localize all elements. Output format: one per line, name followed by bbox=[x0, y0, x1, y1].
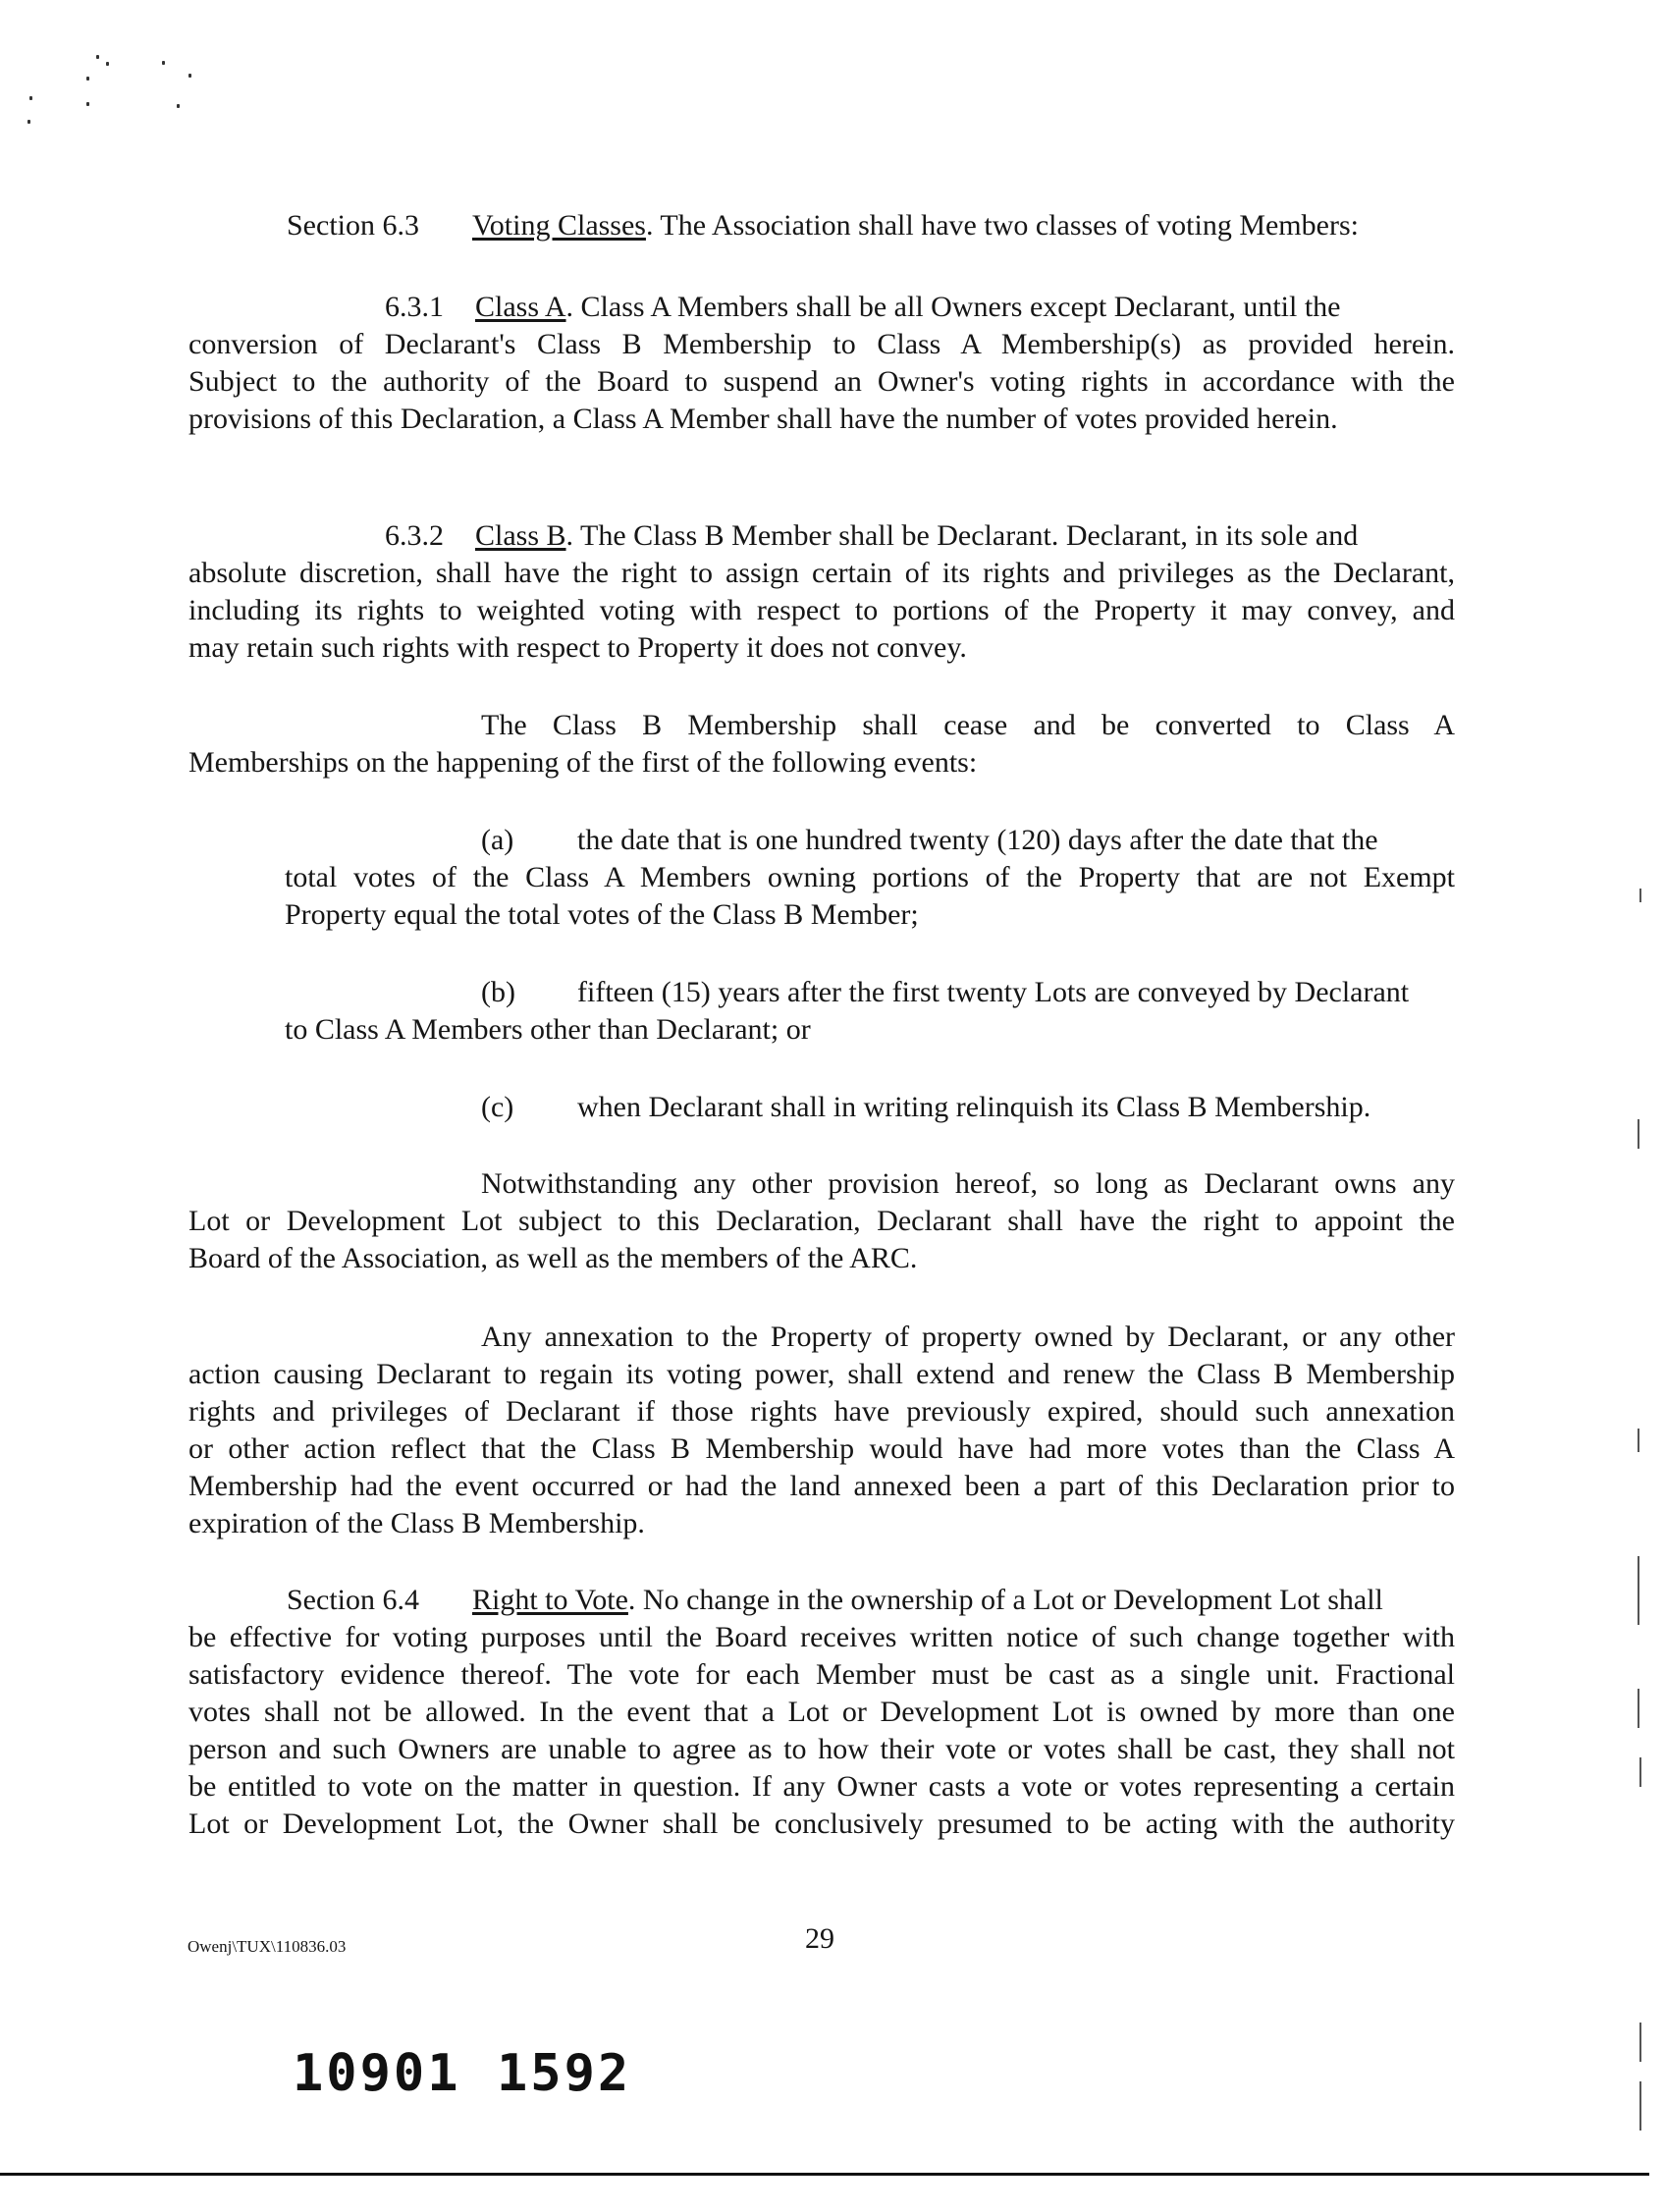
page-bottom-rule bbox=[0, 2173, 1649, 2176]
paragraph-line: may retain such rights with respect to Property it does not convey. bbox=[188, 631, 967, 664]
scan-speck bbox=[29, 96, 32, 100]
recording-stamp-book: 10901 bbox=[293, 2044, 461, 2103]
section-title: Voting Classes bbox=[472, 209, 646, 242]
event-c-first-line bbox=[481, 1090, 1370, 1125]
scan-margin-mark bbox=[1638, 1429, 1639, 1452]
event-b-first-line bbox=[481, 975, 1455, 1010]
document-file-id: Owenj\TUX\110836.03 bbox=[188, 1937, 347, 1956]
paragraph-line: Subject to the authority of the Board to suspend an Owner's voting rights in accordance with the bbox=[188, 365, 1455, 398]
paragraph-line: Lot or Development Lot subject to this Declaration, Declarant shall have the right to appoint the bbox=[188, 1205, 1455, 1237]
paragraph-line: Board of the Association, as well as the members of the ARC. bbox=[188, 1242, 918, 1274]
paragraph-line: the date that is one hundred twenty (120) days after the date that the bbox=[577, 824, 1378, 856]
scan-speck bbox=[162, 61, 165, 65]
paragraph-line: satisfactory evidence thereof. The vote for each Member must be cast as a single unit. Fractional bbox=[188, 1658, 1455, 1691]
paragraph-line: votes shall not be allowed. In the event that a Lot or Development Lot is owned by more than one bbox=[188, 1696, 1455, 1728]
paragraph-line: person and such Owners are unable to agree as to how their vote or votes shall be cast, they shall not bbox=[188, 1733, 1455, 1765]
subsection-title: Class B bbox=[475, 519, 566, 552]
paragraph-line: absolute discretion, shall have the right to assign certain of its rights and privileges as the Declarant, bbox=[188, 557, 1455, 589]
scan-speck bbox=[27, 120, 30, 124]
section-6-3-heading bbox=[287, 208, 1359, 243]
paragraph-line: be entitled to vote on the matter in question. If any Owner casts a vote or votes representing a certain bbox=[188, 1770, 1455, 1803]
class-b-first-line bbox=[385, 518, 1455, 554]
section-6-4-first-line bbox=[287, 1583, 1455, 1618]
scan-speck bbox=[188, 74, 191, 78]
event-a-first-line bbox=[481, 823, 1455, 858]
paragraph-line: Any annexation to the Property of property owned by Declarant, or any other bbox=[481, 1321, 1455, 1353]
subsection-number: 6.3.2 bbox=[385, 519, 444, 552]
scan-speck bbox=[86, 102, 89, 106]
scan-speck bbox=[86, 77, 89, 81]
scan-speck bbox=[106, 62, 109, 66]
recording-stamp-page: 1592 bbox=[497, 2044, 632, 2103]
scan-margin-mark bbox=[1638, 1556, 1639, 1625]
subsection-title: Class A bbox=[475, 291, 566, 323]
paragraph-line: fifteen (15) years after the first twenty Lots are conveyed by Declarant bbox=[577, 976, 1410, 1008]
scan-margin-mark bbox=[1638, 1689, 1639, 1728]
paragraph-line: when Declarant shall in writing relinquish its Class B Membership. bbox=[577, 1091, 1371, 1123]
section-number: Section 6.3 bbox=[287, 209, 419, 242]
paragraph-line: rights and privileges of Declarant if those rights have previously expired, should such annexation bbox=[188, 1395, 1455, 1428]
paragraph-line: Notwithstanding any other provision hereof, so long as Declarant owns any bbox=[481, 1167, 1455, 1200]
paragraph-line: conversion of Declarant's Class B Membership to Class A Membership(s) as provided herein. bbox=[188, 328, 1455, 360]
paragraph-line: The Class B Membership shall cease and be converted to Class A bbox=[481, 709, 1455, 741]
class-a-first-line bbox=[385, 290, 1455, 325]
scan-margin-mark bbox=[1638, 1119, 1639, 1149]
scan-speck bbox=[177, 104, 180, 108]
paragraph-line: . No change in the ownership of a Lot or Development Lot shall bbox=[627, 1584, 1383, 1616]
scan-margin-mark bbox=[1639, 889, 1641, 902]
scan-speck bbox=[96, 55, 99, 59]
paragraph-line: Property equal the total votes of the Class B Member; bbox=[285, 898, 919, 931]
paragraph-line: action causing Declarant to regain its voting power, shall extend and renew the Class B Membership bbox=[188, 1358, 1455, 1390]
paragraph-line: . Class A Members shall be all Owners except Declarant, until the bbox=[565, 291, 1341, 323]
page-number: 29 bbox=[805, 1922, 834, 1955]
paragraph-line: to Class A Members other than Declarant; or bbox=[285, 1013, 811, 1046]
section-number: Section 6.4 bbox=[287, 1584, 419, 1616]
section-title: Right to Vote bbox=[472, 1584, 628, 1616]
event-label: (a) bbox=[481, 824, 514, 856]
paragraph-line: including its rights to weighted voting with respect to portions of the Property it may convey, and bbox=[188, 594, 1455, 626]
event-label: (b) bbox=[481, 976, 515, 1008]
paragraph-line: Lot or Development Lot, the Owner shall be conclusively presumed to be acting with the authority bbox=[188, 1807, 1455, 1840]
paragraph-line: Membership had the event occurred or had the land annexed been a part of this Declaration prior to bbox=[188, 1470, 1455, 1502]
scan-margin-mark bbox=[1639, 2023, 1641, 2062]
subsection-number: 6.3.1 bbox=[385, 291, 444, 323]
paragraph-line: be effective for voting purposes until the Board receives written notice of such change together with bbox=[188, 1621, 1455, 1653]
paragraph-line: expiration of the Class B Membership. bbox=[188, 1507, 645, 1539]
paragraph-line: provisions of this Declaration, a Class A Member shall have the number of votes provided herein. bbox=[188, 403, 1338, 435]
event-label: (c) bbox=[481, 1091, 514, 1123]
paragraph-line: total votes of the Class A Members owning portions of the Property that are not Exempt bbox=[285, 861, 1455, 893]
paragraph-line: . The Class B Member shall be Declarant. Declarant, in its sole and bbox=[565, 519, 1359, 552]
section-intro: . The Association shall have two classes of voting Members: bbox=[645, 209, 1359, 242]
scan-margin-mark bbox=[1639, 2081, 1641, 2131]
paragraph-line: Memberships on the happening of the first of the following events: bbox=[188, 746, 978, 779]
paragraph-line: or other action reflect that the Class B Membership would have had more votes than the Class A bbox=[188, 1432, 1455, 1465]
scan-margin-mark bbox=[1639, 1757, 1641, 1787]
